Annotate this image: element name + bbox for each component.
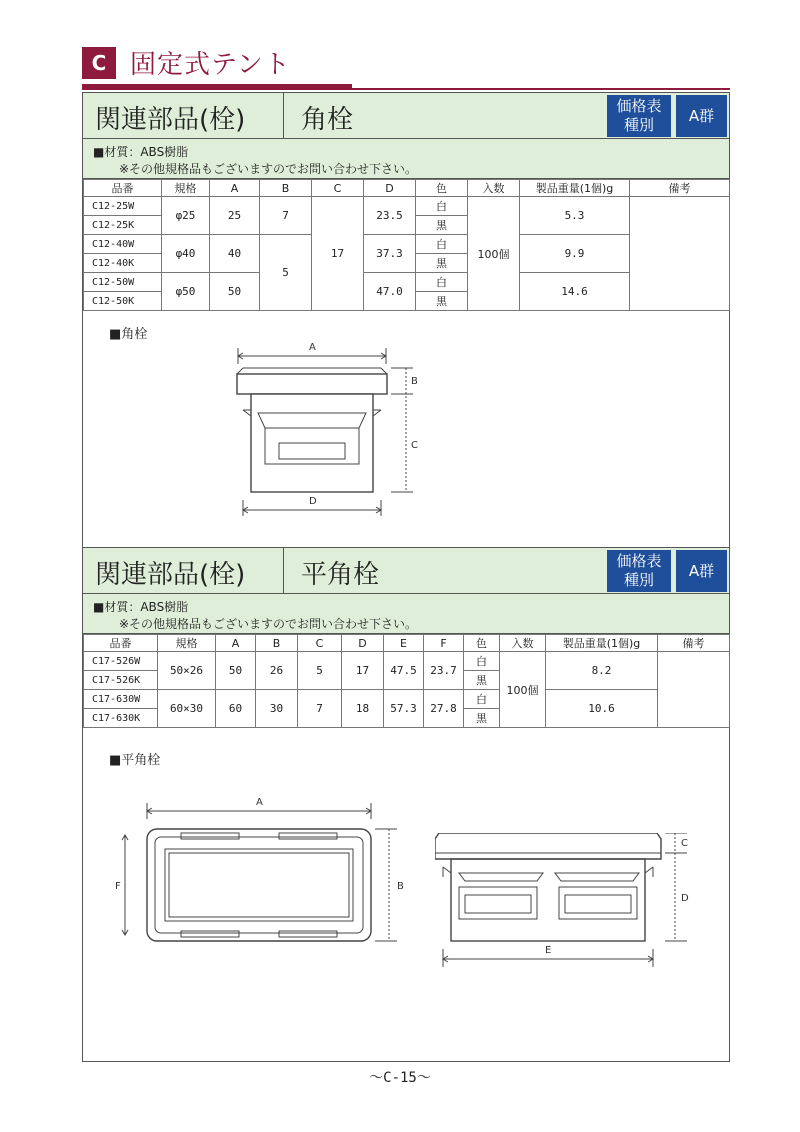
price-type-badge: 価格表 種別 xyxy=(607,550,671,592)
table-row: C12-50W φ50 50 47.0 白 14.6 xyxy=(84,273,730,292)
group-badge: A群 xyxy=(676,95,727,137)
page-number: ～C-15～ xyxy=(369,1070,431,1086)
dim-label-b: B xyxy=(397,881,404,892)
table-row: C12-50K 黒 xyxy=(84,292,730,311)
section-title-bar xyxy=(83,548,729,594)
table-row: C12-25W φ25 25 7 17 23.5 白 100個 5.3 xyxy=(84,197,730,216)
section-category: 関連部品(栓) xyxy=(95,560,246,590)
dim-label-c: C xyxy=(681,838,688,849)
section-title-bar xyxy=(83,93,729,139)
inquiry-note: ※その他規格品もございますのでお問い合わせ下さい。 xyxy=(119,617,418,631)
price-type-badge: 価格表 種別 xyxy=(607,95,671,137)
dim-label-d: D xyxy=(681,893,689,904)
page-title: 固定式テント xyxy=(130,50,291,80)
material-panel xyxy=(83,594,729,634)
material-text: ■材質：ABS樹脂 xyxy=(93,145,189,159)
table-row: C12-25K 黒 xyxy=(84,216,730,235)
table-row: C17-630K 黒 xyxy=(84,709,730,728)
table-header-row: 品番 規格 A B C D E F 色 入数 製品重量(1個)g 備考 xyxy=(84,635,730,652)
section-product-name: 平角栓 xyxy=(301,560,380,590)
section-product-name: 角栓 xyxy=(301,105,354,135)
dim-label-f: F xyxy=(115,881,121,892)
section-category: 関連部品(栓) xyxy=(95,105,246,135)
dim-label-e: E xyxy=(545,945,552,956)
table-row: C17-630W 60×30 60 30 7 18 57.3 27.8 白 10.6 xyxy=(84,690,730,709)
spec-table xyxy=(83,179,730,311)
chapter-badge: C xyxy=(82,47,116,79)
header-rule-thin xyxy=(82,88,730,90)
content-frame xyxy=(82,92,730,1062)
material-panel xyxy=(83,139,729,179)
square-plug-drawing xyxy=(223,338,503,528)
flat-plug-top-view xyxy=(113,793,413,953)
table-row: C12-40K 黒 xyxy=(84,254,730,273)
table-row: C12-40W φ40 40 5 37.3 白 9.9 xyxy=(84,235,730,254)
table-header-row: 品番 規格 A B C D 色 入数 製品重量(1個)g 備考 xyxy=(84,180,730,197)
dim-label-c: C xyxy=(411,440,418,451)
flat-plug-side-view xyxy=(435,833,705,973)
dim-label-a: A xyxy=(256,797,263,808)
group-badge: A群 xyxy=(676,550,727,592)
figure-label: ■平角栓 xyxy=(109,753,161,768)
dim-label-a: A xyxy=(309,342,316,353)
dim-label-b: B xyxy=(411,376,418,387)
figure-label: ■角栓 xyxy=(109,327,148,342)
material-text: ■材質：ABS樹脂 xyxy=(93,600,189,614)
table-row: C17-526K 黒 xyxy=(84,671,730,690)
table-row: C17-526W 50×26 50 26 5 17 47.5 23.7 白 100個 8.2 xyxy=(84,652,730,671)
inquiry-note: ※その他規格品もございますのでお問い合わせ下さい。 xyxy=(119,162,418,176)
dim-label-d: D xyxy=(309,496,317,507)
spec-table xyxy=(83,634,730,728)
